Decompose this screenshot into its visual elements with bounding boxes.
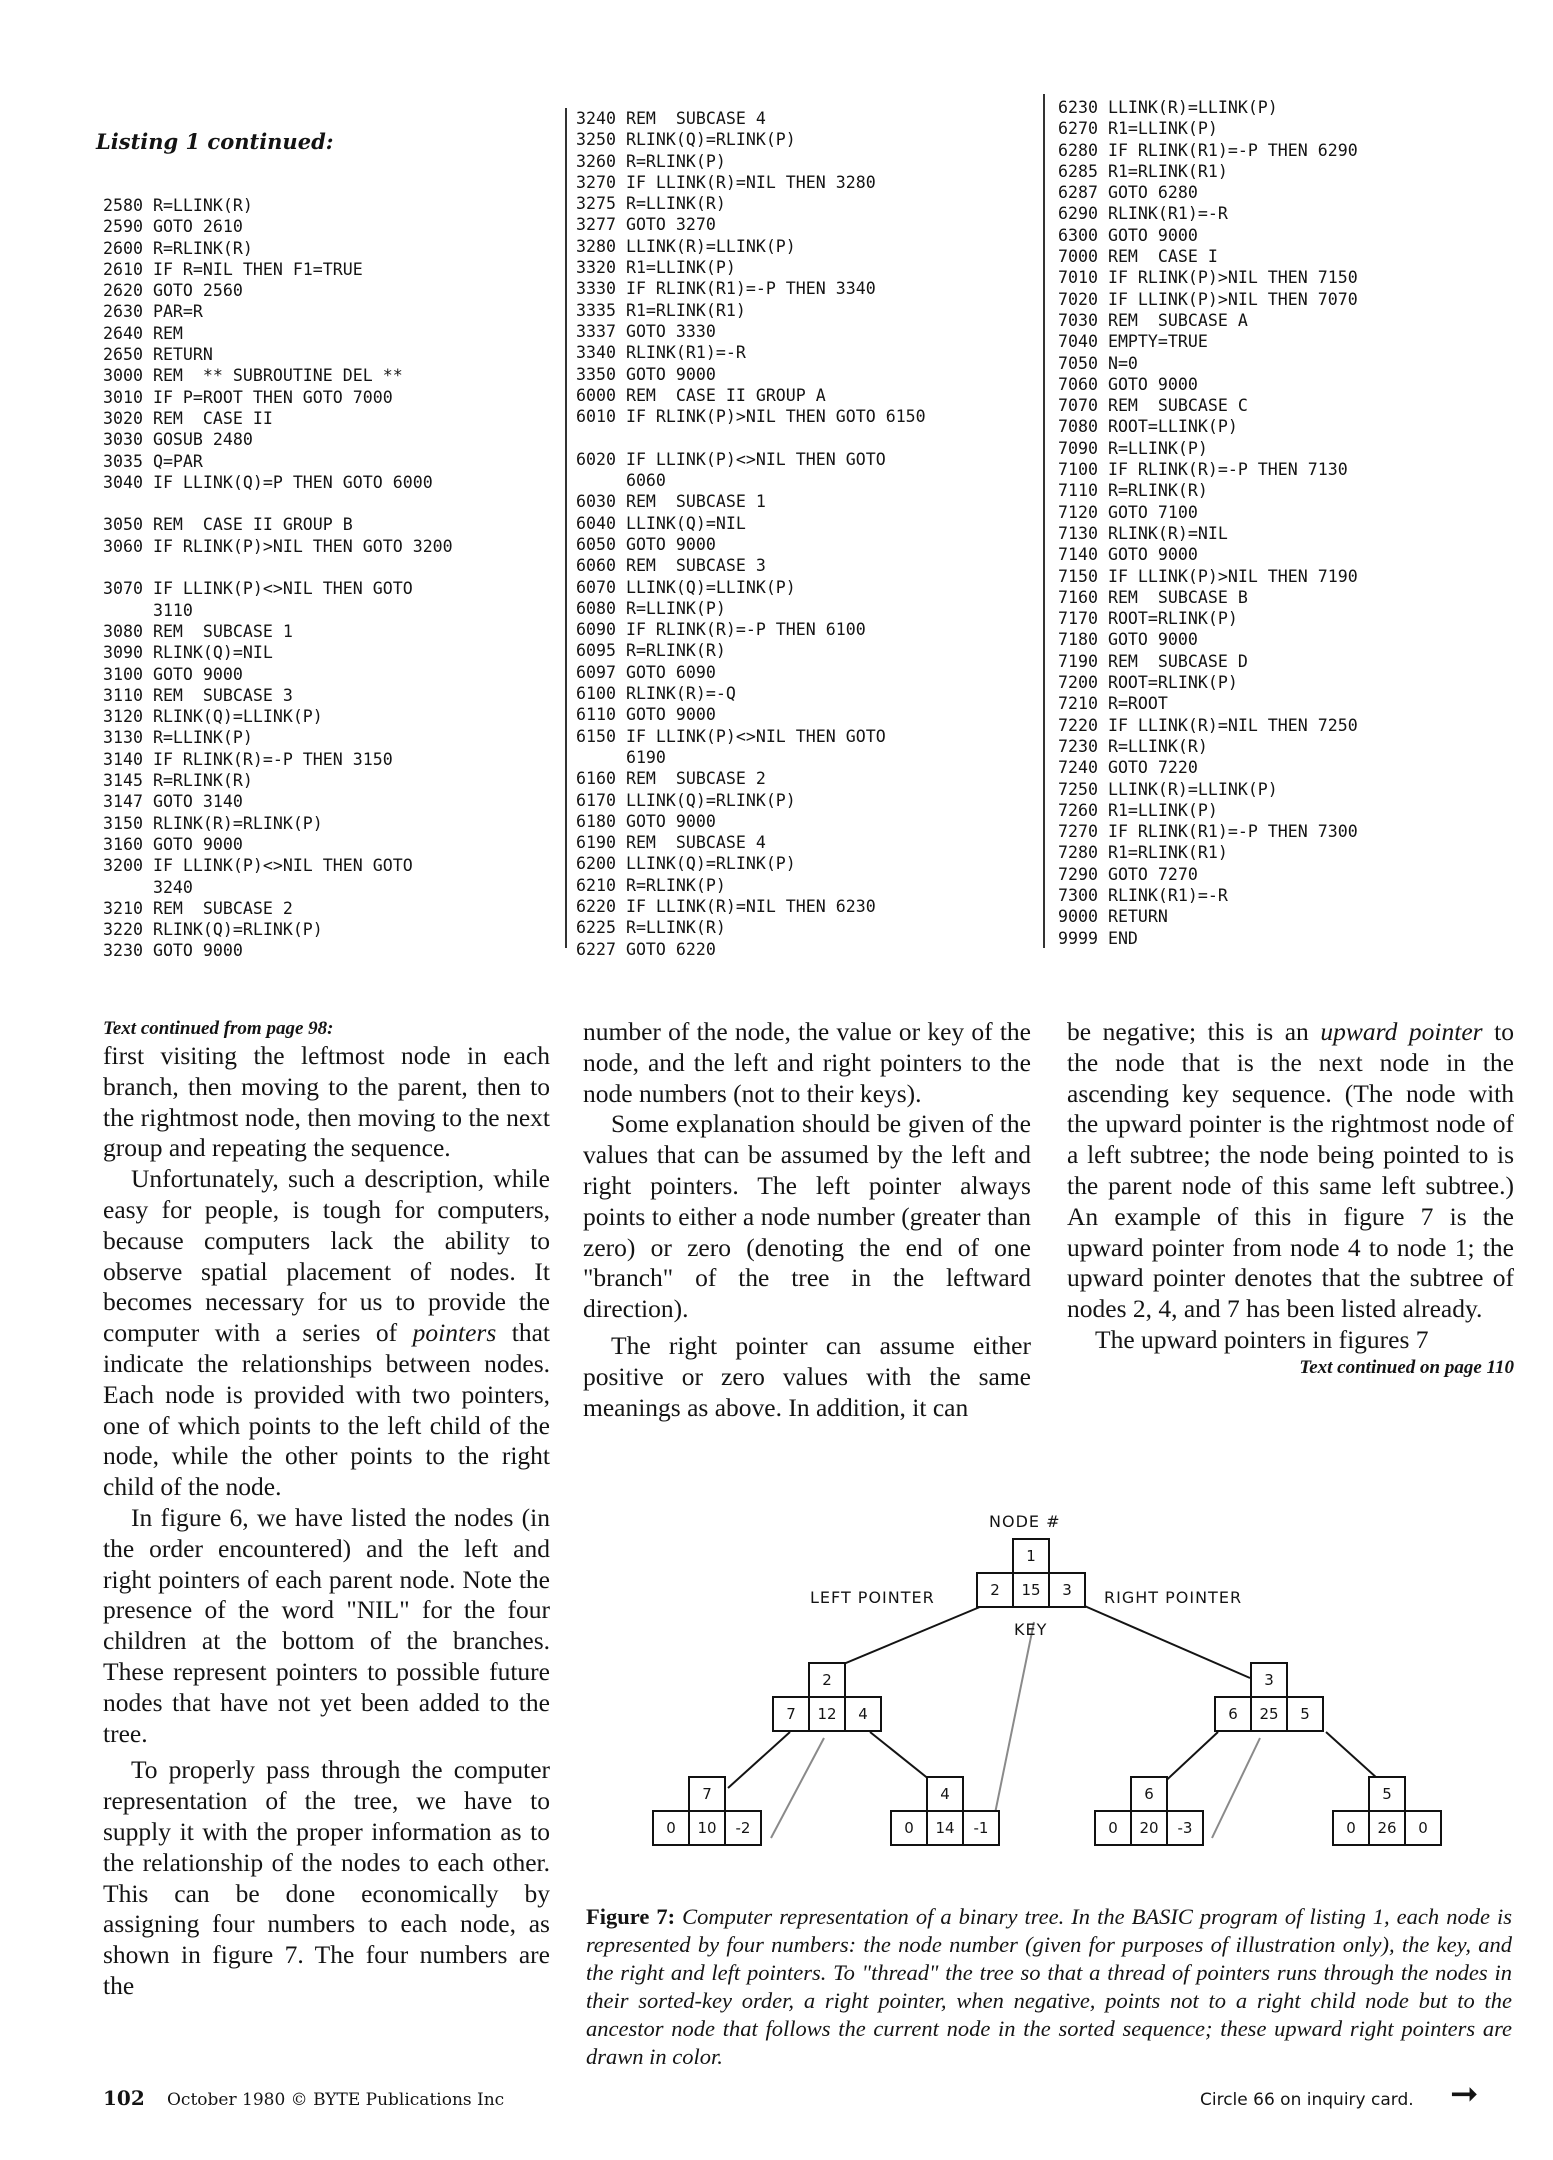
continued-on: Text continued on page 110 [1299, 1356, 1514, 1378]
upward-pointer-6-to-3 [1212, 1738, 1260, 1838]
right-pointer-cell: 5 [1286, 1696, 1324, 1732]
right-pointer-cell: -3 [1166, 1810, 1204, 1846]
listing-column-1: 2580 R=LLINK(R) 2590 GOTO 2610 2600 R=RLINK(R) 2610 IF R=NIL THEN F1=TRUE 2620 GOTO 2560 2630 PAR=R 2640 REM 2650 RETURN 3000 REM ** SUBROUTINE DEL ** 3010 IF P=ROOT THEN GOTO 7000 3020 REM CASE II 3030 GOSUB 2480 3035 Q=PAR 3040 IF LLINK(Q)=P THEN GOTO 6000 3050 REM CASE II GROUP B 3060 IF RLINK(P)>NIL THEN GOTO 3200 3070 IF LLINK(P)<>NIL THEN GOTO 3110 3080 REM SUBCASE 1 3090 RLINK(Q)=NIL 3100 GOTO 9000 3110 REM SUBCASE 3 3120 RLINK(Q)=LLINK(P) 3130 R=LLINK(P) 3140 IF RLINK(R)=-P THEN 3150 3145 R=RLINK(R) 3147 GOTO 3140 3150 RLINK(R)=RLINK(P) 3160 GOTO 9000 3200 IF LLINK(P)<>NIL THEN GOTO 3240 3210 REM SUBCASE 2 3220 RLINK(Q)=RLINK(P) 3230 GOTO 9000 [103, 196, 453, 961]
key-cell: 20 [1130, 1810, 1168, 1846]
node-number-cell: 5 [1368, 1776, 1406, 1812]
figure-caption: Figure 7: Computer representation of a binary tree. In the BASIC program of listing 1, each node is represented by four numbers: the node number (given for purposes of illustration only), the key, and the right and left pointers. To "thread" the tree so that a thread of pointers runs through the nodes in their sorted-key order, a right pointer, when negative, points not to a right child node but to the ancestor node that follows the current node in the sorted sequence; these upward right pointers are drawn in color. [586, 1904, 1512, 2069]
continued-from: Text continued from page 98: [103, 1018, 334, 1039]
node-number-cell: 4 [926, 1776, 964, 1812]
paragraph: Some explanation should be given of the values that can be assumed by the left and right pointers. The left pointer always points to either a node number (greater than zero) or zero (denoting the end of one "branch" of the tree in the leftward direction). [583, 1109, 1031, 1324]
left-pointer-cell: 0 [1094, 1810, 1132, 1846]
key-label: KEY [1014, 1620, 1048, 1639]
key-cell: 10 [688, 1810, 726, 1846]
upward-pointer-4-to-1 [990, 1622, 1034, 1838]
paragraph: The upward pointers in figures 7 [1095, 1324, 1429, 1354]
listing-column-2: 3240 REM SUBCASE 4 3250 RLINK(Q)=RLINK(P) 3260 R=RLINK(P) 3270 IF LLINK(R)=NIL THEN 3280 3275 R=LLINK(R) 3277 GOTO 3270 3280 LLINK(R)=LLINK(P) 3320 R1=LLINK(P) 3330 IF RLINK(R1)=-P THEN 3340 3335 R1=RLINK(R1) 3337 GOTO 3330 3340 RLINK(R1)=-R 3350 GOTO 9000 6000 REM CASE II GROUP A 6010 IF RLINK(P)>NIL THEN GOTO 6150 6020 IF LLINK(P)<>NIL THEN GOTO 6060 6030 REM SUBCASE 1 6040 LLINK(Q)=NIL 6050 GOTO 9000 6060 REM SUBCASE 3 6070 LLINK(Q)=LLINK(P) 6080 R=LLINK(P) 6090 IF RLINK(R)=-P THEN 6100 6095 R=RLINK(R) 6097 GOTO 6090 6100 RLINK(R)=-Q 6110 GOTO 9000 6150 IF LLINK(P)<>NIL THEN GOTO 6190 6160 REM SUBCASE 2 6170 LLINK(Q)=RLINK(P) 6180 GOTO 9000 6190 REM SUBCASE 4 6200 LLINK(Q)=RLINK(P) 6210 R=RLINK(P) 6220 IF LLINK(R)=NIL THEN 6230 6225 R=LLINK(R) 6227 GOTO 6220 [576, 109, 926, 959]
left-pointer-cell: 6 [1214, 1696, 1252, 1732]
key-cell: 26 [1368, 1810, 1406, 1846]
node-number-cell: 7 [688, 1776, 726, 1812]
right-pointer-cell: -1 [962, 1810, 1000, 1846]
left-pointer-cell: 7 [772, 1696, 810, 1732]
paragraph: In figure 6, we have listed the nodes (in the order encountered) and the left and right pointers of each parent node. Note the presence of the word "NIL" for the four children at the bottom of the branches. These represent pointers to possible future nodes that have not yet been added to the tree. [103, 1502, 550, 1748]
paragraph: number of the node, the value or key of the node, and the left and right pointers to the node numbers (not to their keys). [583, 1017, 1031, 1108]
left-pointer-cell: 0 [652, 1810, 690, 1846]
key-cell: 12 [808, 1696, 846, 1732]
left-pointer-cell: 0 [1332, 1810, 1370, 1846]
page-number: 102 [103, 2086, 145, 2110]
listing-column-3: 6230 LLINK(R)=LLINK(P) 6270 R1=LLINK(P) 6280 IF RLINK(R1)=-P THEN 6290 6285 R1=RLINK(R1) 6287 GOTO 6280 6290 RLINK(R1)=-R 6300 GOTO 9000 7000 REM CASE I 7010 IF RLINK(P)>NIL THEN 7150 7020 IF LLINK(P)>NIL THEN 7070 7030 REM SUBCASE A 7040 EMPTY=TRUE 7050 N=0 7060 GOTO 9000 7070 REM SUBCASE C 7080 ROOT=LLINK(P) 7090 R=LLINK(P) 7100 IF RLINK(R)=-P THEN 7130 7110 R=RLINK(R) 7120 GOTO 7100 7130 RLINK(R)=NIL 7140 GOTO 9000 7150 IF LLINK(P)>NIL THEN 7190 7160 REM SUBCASE B 7170 ROOT=RLINK(P) 7180 GOTO 9000 7190 REM SUBCASE D 7200 ROOT=RLINK(P) 7210 R=ROOT 7220 IF LLINK(R)=NIL THEN 7250 7230 R=LLINK(R) 7240 GOTO 7220 7250 LLINK(R)=LLINK(P) 7260 R1=LLINK(P) 7270 IF RLINK(R1)=-P THEN 7300 7280 R1=RLINK(R1) 7290 GOTO 7270 7300 RLINK(R1)=-R 9000 RETURN 9999 END [1058, 98, 1358, 948]
right-pointer-label: RIGHT POINTER [1104, 1588, 1243, 1607]
upward-pointer-7-to-2 [771, 1738, 824, 1838]
inquiry-card-note: Circle 66 on inquiry card. [1200, 2090, 1414, 2110]
right-pointer-cell: -2 [724, 1810, 762, 1846]
paragraph: The right pointer can assume either positive or zero values with the same meanings as above. In addition, it can [583, 1330, 1031, 1422]
issue-credit: October 1980 © BYTE Publications Inc [167, 2090, 505, 2110]
node-number-label: NODE # [989, 1512, 1061, 1531]
left-pointer-cell: 0 [890, 1810, 928, 1846]
node-number-cell: 1 [1012, 1538, 1050, 1574]
edge-2-7 [728, 1732, 790, 1788]
node-number-cell: 3 [1250, 1662, 1288, 1698]
right-pointer-cell: 0 [1404, 1810, 1442, 1846]
left-pointer-label: LEFT POINTER [810, 1588, 935, 1607]
edge-1-3 [1080, 1604, 1250, 1678]
arrow-right-icon: ➞ [1450, 2074, 1479, 2114]
node-number-cell: 2 [808, 1662, 846, 1698]
paragraph: be negative; this is an upward pointer to the node that is the next node in the ascending key sequence. (The node with the upward pointer is the rightmost node of a left subtree; the node being pointed to is the parent node of this same left subtree.) An example of this in figure 7 is the upward pointer from node 4 to node 1; the upward pointer denotes that the subtree of nodes 2, 4, and 7 has been listed already. [1067, 1017, 1514, 1324]
paragraph: first visiting the leftmost node in each branch, then moving to the parent, then to the rightmost node, then moving to the next group and repeating the sequence. [103, 1041, 550, 1163]
right-pointer-cell: 3 [1048, 1572, 1086, 1608]
paragraph: To properly pass through the computer representation of the tree, we have to supply it with the proper information as to the relationship of the nodes to each other. This can be done economically by assigning four numbers to each node, as shown in figure 7. The four numbers are the [103, 1755, 550, 2000]
node-number-cell: 6 [1130, 1776, 1168, 1812]
key-cell: 14 [926, 1810, 964, 1846]
listing-heading: Listing 1 continued: [96, 129, 334, 154]
key-cell: 15 [1012, 1572, 1050, 1608]
paragraph: Unfortunately, such a description, while easy for people, is tough for computers, because computers lack the ability to observe spatial placement of nodes. It becomes necessary for us to provide the computer with a series of pointers that indicate the relationships between nodes. Each node is provided with two pointers, one of which points to the left child of the node, while the other points to the right child of the node. [103, 1164, 550, 1502]
right-pointer-cell: 4 [844, 1696, 882, 1732]
left-pointer-cell: 2 [976, 1572, 1014, 1608]
key-cell: 25 [1250, 1696, 1288, 1732]
